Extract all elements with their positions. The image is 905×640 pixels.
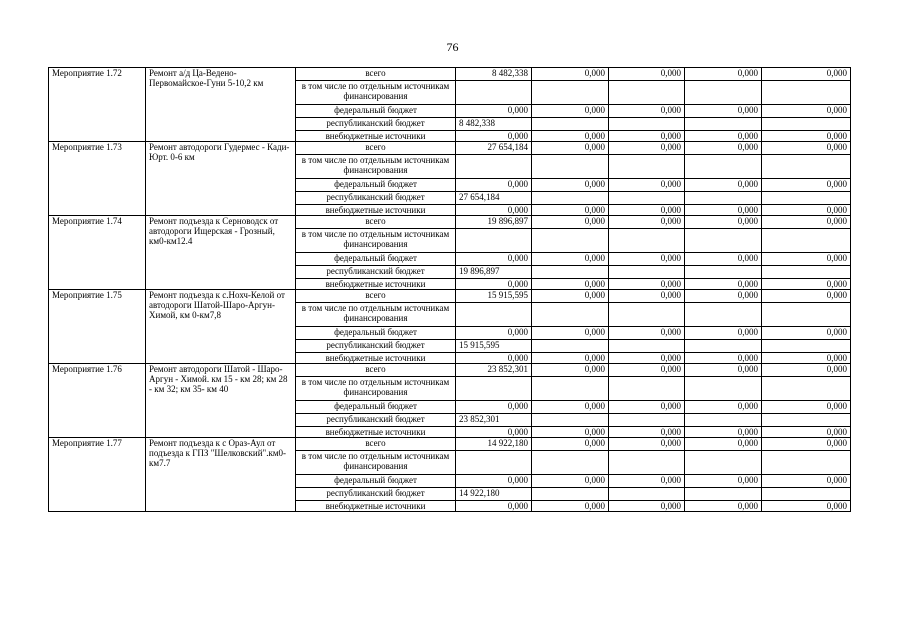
source-label: республиканский бюджет <box>296 414 456 427</box>
amount-cell: 0,000 <box>532 179 609 192</box>
empty-cell <box>532 414 609 427</box>
amount-cell: 0,000 <box>609 427 685 438</box>
amount-cell: 0,000 <box>532 68 609 81</box>
source-label: внебюджетные источники <box>296 279 456 290</box>
empty-cell <box>762 377 851 401</box>
amount-cell: 0,000 <box>685 279 762 290</box>
amount-cell: 0,000 <box>609 142 685 155</box>
amount-cell: 8 482,338 <box>456 68 532 81</box>
source-label: в том числе по отдельным источникам финансирования <box>296 303 456 327</box>
source-label: в том числе по отдельным источникам финансирования <box>296 155 456 179</box>
amount-cell: 0,000 <box>456 253 532 266</box>
amount-cell: 0,000 <box>762 205 851 216</box>
empty-cell <box>762 118 851 131</box>
empty-cell <box>532 266 609 279</box>
empty-cell <box>456 377 532 401</box>
amount-cell: 0,000 <box>609 364 685 377</box>
empty-cell <box>685 451 762 475</box>
empty-cell <box>609 377 685 401</box>
amount-cell: 19 896,897 <box>456 266 532 279</box>
amount-cell: 0,000 <box>532 105 609 118</box>
amount-cell: 0,000 <box>532 279 609 290</box>
amount-cell: 0,000 <box>685 105 762 118</box>
source-label: внебюджетные источники <box>296 427 456 438</box>
amount-cell: 0,000 <box>532 290 609 303</box>
empty-cell <box>685 303 762 327</box>
amount-cell: 0,000 <box>609 205 685 216</box>
event-name: Ремонт подъезда к с.Нохч-Келой от автодороги Шатой-Шаро-Аргун-Химой, км 0-км7,8 <box>146 290 296 364</box>
empty-cell <box>685 488 762 501</box>
empty-cell <box>609 192 685 205</box>
amount-cell: 0,000 <box>609 438 685 451</box>
amount-cell: 0,000 <box>532 216 609 229</box>
source-label: республиканский бюджет <box>296 192 456 205</box>
amount-cell: 0,000 <box>532 327 609 340</box>
amount-cell: 0,000 <box>609 353 685 364</box>
amount-cell: 0,000 <box>609 327 685 340</box>
event-id: Мероприятие 1.77 <box>49 438 146 512</box>
empty-cell <box>762 192 851 205</box>
empty-cell <box>762 488 851 501</box>
amount-cell: 0,000 <box>532 131 609 142</box>
event-id: Мероприятие 1.73 <box>49 142 146 216</box>
empty-cell <box>762 451 851 475</box>
empty-cell <box>456 81 532 105</box>
amount-cell: 0,000 <box>532 401 609 414</box>
amount-cell: 27 654,184 <box>456 142 532 155</box>
event-name: Ремонт подъезда к Серноводск от автодороги Ищерская - Грозный, км0-км12.4 <box>146 216 296 290</box>
amount-cell: 0,000 <box>762 279 851 290</box>
amount-cell: 0,000 <box>532 142 609 155</box>
empty-cell <box>609 340 685 353</box>
source-label: федеральный бюджет <box>296 105 456 118</box>
source-label: всего <box>296 438 456 451</box>
amount-cell: 0,000 <box>532 501 609 512</box>
amount-cell: 0,000 <box>609 105 685 118</box>
amount-cell: 0,000 <box>456 427 532 438</box>
amount-cell: 0,000 <box>532 364 609 377</box>
source-label: внебюджетные источники <box>296 353 456 364</box>
table-row <box>49 216 851 229</box>
amount-cell: 0,000 <box>609 475 685 488</box>
empty-cell <box>456 155 532 179</box>
amount-cell: 0,000 <box>685 290 762 303</box>
source-label: внебюджетные источники <box>296 131 456 142</box>
amount-cell: 0,000 <box>609 501 685 512</box>
amount-cell: 0,000 <box>456 353 532 364</box>
empty-cell <box>685 266 762 279</box>
empty-cell <box>532 303 609 327</box>
empty-cell <box>609 229 685 253</box>
empty-cell <box>532 81 609 105</box>
amount-cell: 0,000 <box>685 205 762 216</box>
empty-cell <box>609 303 685 327</box>
amount-cell: 0,000 <box>762 179 851 192</box>
event-name: Ремонт автодороги Шатой - Шаро-Аргун - Химой. км 15 - км 28; км 28 - км 32; км 35- км 40 <box>146 364 296 438</box>
table-row <box>49 68 851 81</box>
empty-cell <box>762 340 851 353</box>
table-row <box>49 290 851 303</box>
amount-cell: 0,000 <box>532 475 609 488</box>
amount-cell: 0,000 <box>456 501 532 512</box>
empty-cell <box>609 488 685 501</box>
source-label: федеральный бюджет <box>296 327 456 340</box>
empty-cell <box>762 81 851 105</box>
amount-cell: 0,000 <box>532 427 609 438</box>
event-name: Ремонт подъезда к с Ораз-Аул от подъезда к ГПЗ "Шелковский".км0-км7.7 <box>146 438 296 512</box>
source-label: внебюджетные источники <box>296 501 456 512</box>
source-label: всего <box>296 290 456 303</box>
empty-cell <box>762 229 851 253</box>
event-name: Ремонт а/д Ца-Ведено-Первомайское-Гуни 5-10,2 км <box>146 68 296 142</box>
empty-cell <box>532 340 609 353</box>
amount-cell: 0,000 <box>609 131 685 142</box>
amount-cell: 23 852,301 <box>456 364 532 377</box>
amount-cell: 15 915,595 <box>456 290 532 303</box>
empty-cell <box>762 414 851 427</box>
amount-cell: 0,000 <box>532 438 609 451</box>
amount-cell: 0,000 <box>685 179 762 192</box>
empty-cell <box>532 451 609 475</box>
amount-cell: 0,000 <box>685 327 762 340</box>
empty-cell <box>609 414 685 427</box>
empty-cell <box>532 192 609 205</box>
source-label: республиканский бюджет <box>296 266 456 279</box>
amount-cell: 0,000 <box>685 142 762 155</box>
amount-cell: 0,000 <box>685 68 762 81</box>
empty-cell <box>532 488 609 501</box>
empty-cell <box>532 229 609 253</box>
empty-cell <box>456 303 532 327</box>
amount-cell: 0,000 <box>609 401 685 414</box>
amount-cell: 14 922,180 <box>456 438 532 451</box>
empty-cell <box>609 266 685 279</box>
empty-cell <box>762 303 851 327</box>
amount-cell: 0,000 <box>685 253 762 266</box>
empty-cell <box>685 155 762 179</box>
source-label: в том числе по отдельным источникам финансирования <box>296 377 456 401</box>
empty-cell <box>685 377 762 401</box>
amount-cell: 0,000 <box>609 216 685 229</box>
amount-cell: 0,000 <box>762 290 851 303</box>
amount-cell: 0,000 <box>609 290 685 303</box>
source-label: всего <box>296 216 456 229</box>
empty-cell <box>609 155 685 179</box>
amount-cell: 27 654,184 <box>456 192 532 205</box>
source-label: в том числе по отдельным источникам финансирования <box>296 81 456 105</box>
empty-cell <box>609 118 685 131</box>
budget-table <box>48 67 851 512</box>
amount-cell: 0,000 <box>762 131 851 142</box>
amount-cell: 0,000 <box>762 353 851 364</box>
amount-cell: 0,000 <box>685 216 762 229</box>
amount-cell: 0,000 <box>685 353 762 364</box>
table-row <box>49 438 851 451</box>
amount-cell: 0,000 <box>456 327 532 340</box>
amount-cell: 0,000 <box>762 253 851 266</box>
amount-cell: 0,000 <box>532 353 609 364</box>
amount-cell: 0,000 <box>762 427 851 438</box>
amount-cell: 0,000 <box>685 501 762 512</box>
empty-cell <box>532 155 609 179</box>
empty-cell <box>685 118 762 131</box>
empty-cell <box>532 377 609 401</box>
table-row <box>49 142 851 155</box>
event-id: Мероприятие 1.72 <box>49 68 146 142</box>
amount-cell: 19 896,897 <box>456 216 532 229</box>
amount-cell: 0,000 <box>532 253 609 266</box>
amount-cell: 0,000 <box>685 438 762 451</box>
amount-cell: 0,000 <box>762 475 851 488</box>
empty-cell <box>609 451 685 475</box>
amount-cell: 0,000 <box>762 142 851 155</box>
empty-cell <box>685 229 762 253</box>
amount-cell: 8 482,338 <box>456 118 532 131</box>
source-label: федеральный бюджет <box>296 179 456 192</box>
amount-cell: 0,000 <box>685 401 762 414</box>
amount-cell: 23 852,301 <box>456 414 532 427</box>
event-name: Ремонт автодороги Гудермес - Кади-Юрт. 0-6 км <box>146 142 296 216</box>
empty-cell <box>685 192 762 205</box>
source-label: республиканский бюджет <box>296 118 456 131</box>
event-id: Мероприятие 1.74 <box>49 216 146 290</box>
empty-cell <box>685 414 762 427</box>
amount-cell: 0,000 <box>456 279 532 290</box>
source-label: республиканский бюджет <box>296 340 456 353</box>
amount-cell: 0,000 <box>456 179 532 192</box>
empty-cell <box>456 229 532 253</box>
source-label: внебюджетные источники <box>296 205 456 216</box>
empty-cell <box>456 451 532 475</box>
empty-cell <box>685 340 762 353</box>
amount-cell: 0,000 <box>685 364 762 377</box>
empty-cell <box>762 266 851 279</box>
amount-cell: 0,000 <box>685 131 762 142</box>
source-label: в том числе по отдельным источникам финансирования <box>296 229 456 253</box>
page-number: 76 <box>446 40 459 54</box>
amount-cell: 0,000 <box>456 131 532 142</box>
amount-cell: 0,000 <box>456 105 532 118</box>
empty-cell <box>609 81 685 105</box>
amount-cell: 0,000 <box>609 253 685 266</box>
source-label: всего <box>296 364 456 377</box>
amount-cell: 0,000 <box>609 279 685 290</box>
amount-cell: 0,000 <box>762 105 851 118</box>
source-label: всего <box>296 68 456 81</box>
amount-cell: 0,000 <box>456 401 532 414</box>
source-label: федеральный бюджет <box>296 475 456 488</box>
empty-cell <box>685 81 762 105</box>
amount-cell: 0,000 <box>762 438 851 451</box>
amount-cell: 0,000 <box>609 179 685 192</box>
amount-cell: 0,000 <box>456 475 532 488</box>
source-label: республиканский бюджет <box>296 488 456 501</box>
amount-cell: 15 915,595 <box>456 340 532 353</box>
empty-cell <box>532 118 609 131</box>
amount-cell: 0,000 <box>685 475 762 488</box>
amount-cell: 0,000 <box>762 216 851 229</box>
amount-cell: 0,000 <box>762 401 851 414</box>
amount-cell: 0,000 <box>609 68 685 81</box>
source-label: в том числе по отдельным источникам финансирования <box>296 451 456 475</box>
source-label: федеральный бюджет <box>296 253 456 266</box>
amount-cell: 0,000 <box>532 205 609 216</box>
amount-cell: 0,000 <box>685 427 762 438</box>
event-id: Мероприятие 1.75 <box>49 290 146 364</box>
amount-cell: 0,000 <box>762 364 851 377</box>
source-label: федеральный бюджет <box>296 401 456 414</box>
amount-cell: 0,000 <box>456 205 532 216</box>
source-label: всего <box>296 142 456 155</box>
amount-cell: 0,000 <box>762 501 851 512</box>
amount-cell: 14 922,180 <box>456 488 532 501</box>
amount-cell: 0,000 <box>762 68 851 81</box>
event-id: Мероприятие 1.76 <box>49 364 146 438</box>
amount-cell: 0,000 <box>762 327 851 340</box>
table-row <box>49 364 851 377</box>
empty-cell <box>762 155 851 179</box>
